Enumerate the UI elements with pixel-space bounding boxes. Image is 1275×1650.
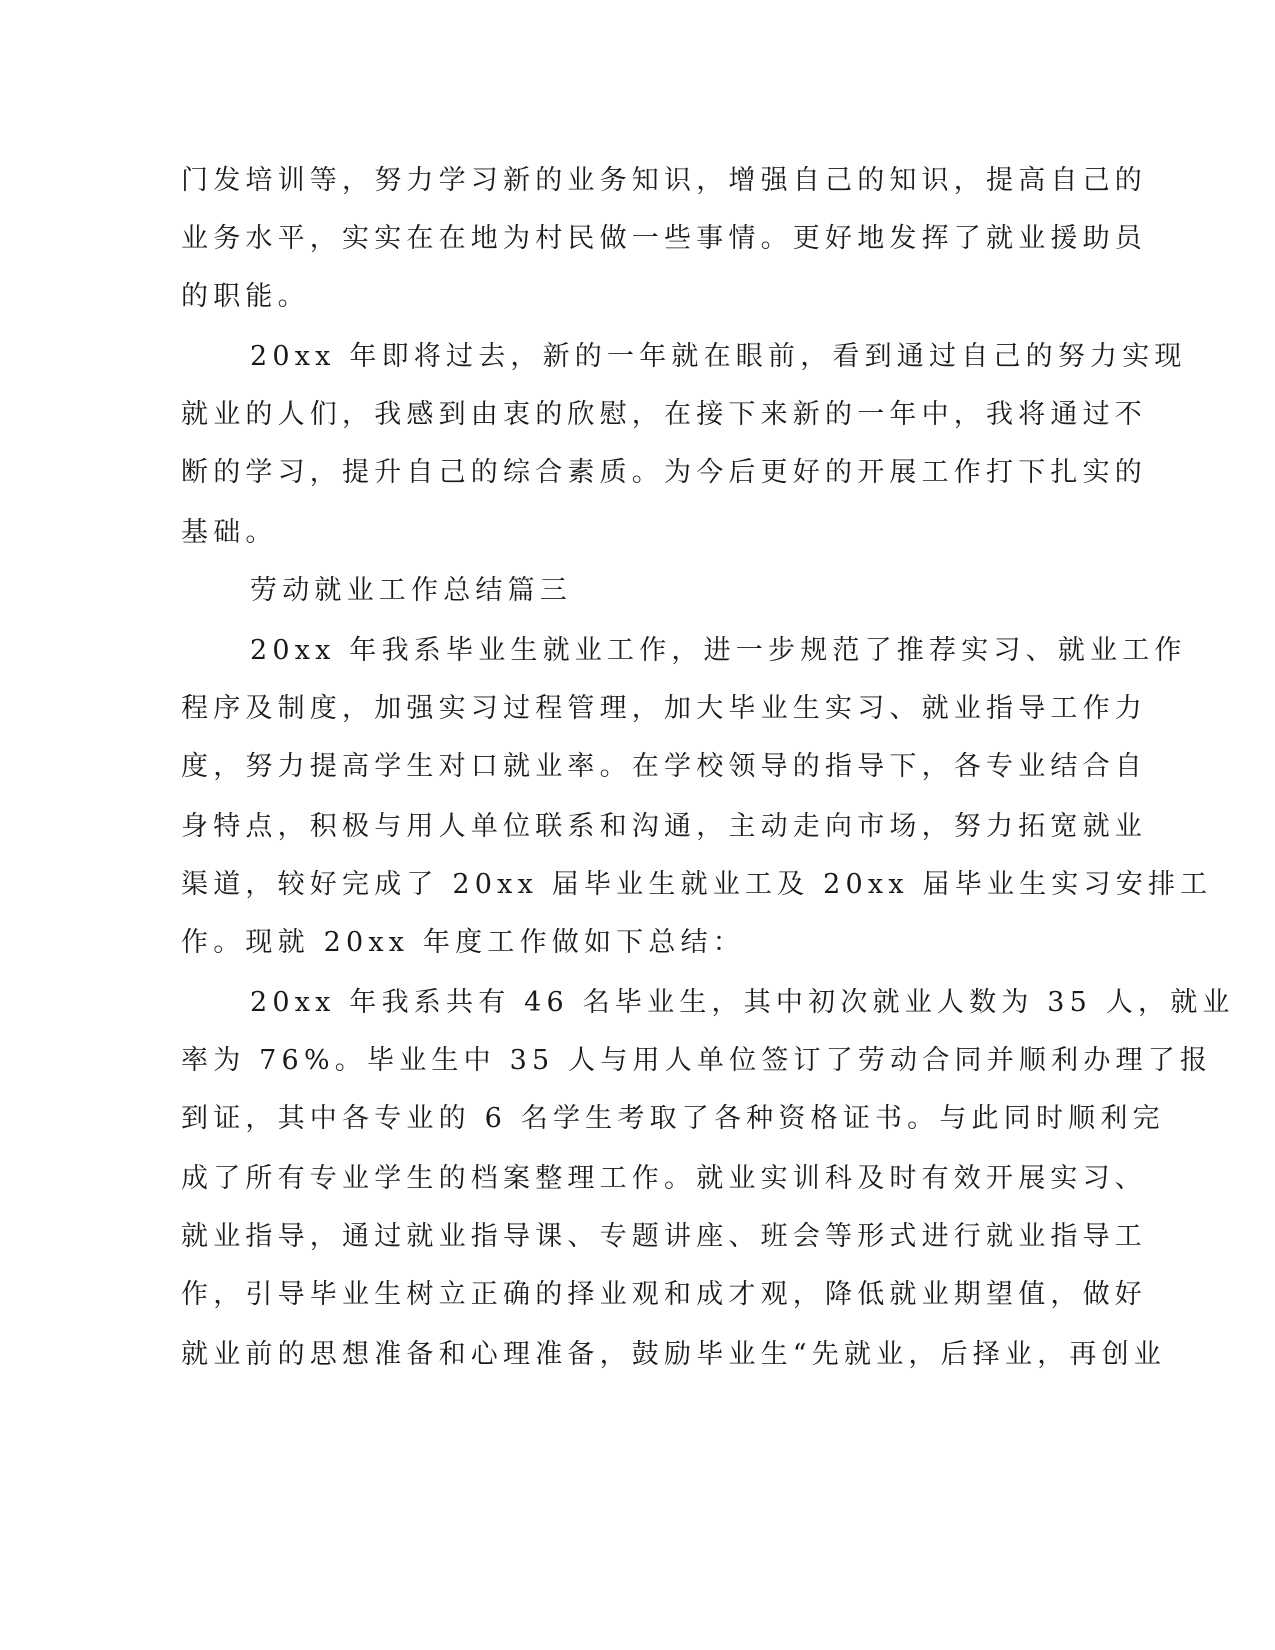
text-line — [0, 631, 1275, 671]
heading-text: 劳动就业工作总结篇三 — [250, 575, 572, 606]
text-line — [0, 983, 1275, 1023]
line-text: 作。现就 20xx 年度工作做如下总结： — [181, 927, 745, 958]
line-text: 作，引导毕业生树立正确的择业观和成才观，降低就业期望值，做好 — [181, 1279, 1147, 1310]
line-text: 身特点，积极与用人单位联系和沟通，主动走向市场，努力拓宽就业 — [181, 811, 1147, 842]
text-line — [0, 395, 1275, 435]
line-text: 就业前的思想准备和心理准备，鼓励毕业生“先就业，后择业，再创业 — [181, 1339, 1167, 1370]
line-text: 20xx 年即将过去，新的一年就在眼前，看到通过自己的努力实现 — [250, 341, 1187, 372]
text-line — [0, 1275, 1275, 1315]
text-line — [0, 865, 1275, 905]
line-text: 成了所有专业学生的档案整理工作。就业实训科及时有效开展实习、 — [181, 1163, 1147, 1194]
text-line — [0, 747, 1275, 787]
line-text: 就业指导，通过就业指导课、专题讲座、班会等形式进行就业指导工 — [181, 1221, 1147, 1252]
text-line — [0, 337, 1275, 377]
line-text: 门发培训等，努力学习新的业务知识，增强自己的知识，提高自己的 — [181, 165, 1147, 196]
line-text: 就业的人们，我感到由衷的欣慰，在接下来新的一年中，我将通过不 — [181, 399, 1147, 430]
text-line — [0, 1099, 1275, 1139]
text-line — [0, 1335, 1275, 1375]
line-text: 20xx 年我系共有 46 名毕业生，其中初次就业人数为 35 人，就业 — [250, 987, 1235, 1018]
line-text: 业务水平，实实在在地为村民做一些事情。更好地发挥了就业援助员 — [181, 223, 1147, 254]
line-text: 基础。 — [181, 517, 278, 548]
line-text: 的职能。 — [181, 281, 310, 312]
section-heading — [0, 571, 1275, 611]
line-text: 程序及制度，加强实习过程管理，加大毕业生实习、就业指导工作力 — [181, 693, 1147, 724]
text-line — [0, 1041, 1275, 1081]
text-line — [0, 277, 1275, 317]
text-line — [0, 689, 1275, 729]
text-line — [0, 219, 1275, 259]
line-text: 20xx 年我系毕业生就业工作，进一步规范了推荐实习、就业工作 — [250, 635, 1187, 666]
text-line — [0, 513, 1275, 553]
line-text: 度，努力提高学生对口就业率。在学校领导的指导下，各专业结合自 — [181, 751, 1147, 782]
text-line — [0, 923, 1275, 963]
text-line — [0, 807, 1275, 847]
text-line — [0, 161, 1275, 201]
line-text: 渠道，较好完成了 20xx 届毕业生就业工及 20xx 届毕业生实习安排工 — [181, 869, 1213, 900]
text-line — [0, 1159, 1275, 1199]
line-text: 率为 76%。毕业生中 35 人与用人单位签订了劳动合同并顺利办理了报 — [181, 1045, 1213, 1076]
text-line — [0, 1217, 1275, 1257]
line-text: 到证，其中各专业的 6 名学生考取了各种资格证书。与此同时顺利完 — [181, 1103, 1165, 1134]
text-line — [0, 453, 1275, 493]
line-text: 断的学习，提升自己的综合素质。为今后更好的开展工作打下扎实的 — [181, 457, 1147, 488]
